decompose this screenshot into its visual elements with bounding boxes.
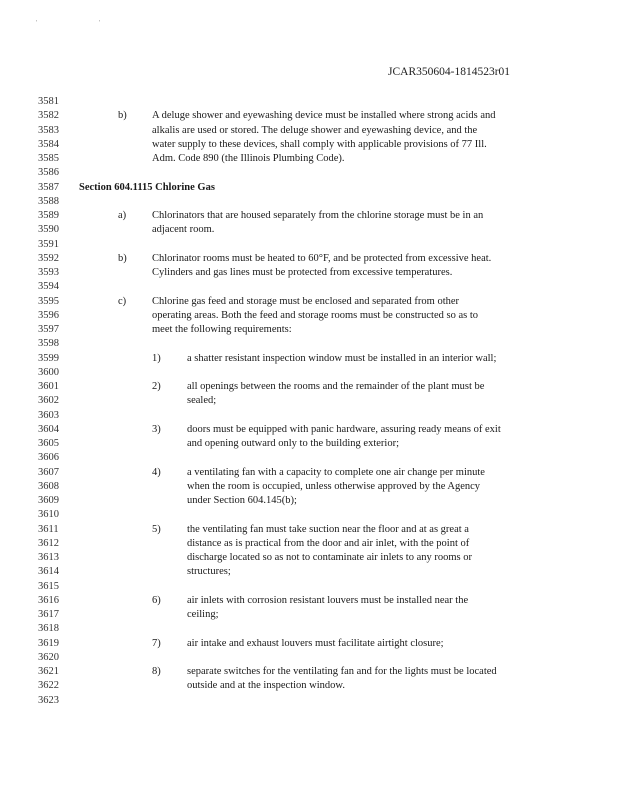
line-number: 3618 bbox=[38, 623, 59, 635]
item-text: air intake and exhaust louvers must facilitate airtight closure; bbox=[187, 637, 444, 649]
item-text: doors must be equipped with panic hardware, assuring ready means of exit bbox=[187, 423, 501, 435]
line-row bbox=[0, 622, 618, 636]
subsection-label: c) bbox=[118, 295, 127, 307]
line-number: 3590 bbox=[38, 224, 59, 236]
line-number: 3616 bbox=[38, 594, 59, 606]
line-row bbox=[0, 409, 618, 423]
item-number: 3) bbox=[152, 423, 161, 435]
line-number: 3608 bbox=[38, 480, 59, 492]
line-row bbox=[0, 109, 618, 123]
item-text: under Section 604.145(b); bbox=[187, 495, 297, 506]
line-row bbox=[0, 195, 618, 209]
document-id: JCAR350604-1814523r01 bbox=[388, 66, 511, 78]
line-number: 3599 bbox=[38, 352, 59, 364]
subsection-text: water supply to these devices, shall comply with applicable provisions of 77 Ill. bbox=[152, 138, 487, 150]
line-number: 3600 bbox=[38, 366, 59, 378]
line-row bbox=[0, 551, 618, 565]
line-row bbox=[0, 651, 618, 665]
line-row bbox=[0, 565, 618, 579]
line-row bbox=[0, 295, 618, 309]
line-number: 3617 bbox=[38, 609, 59, 620]
line-row bbox=[0, 152, 618, 166]
subsection-text: Cylinders and gas lines must be protected from excessive temperatures. bbox=[152, 267, 453, 278]
line-number: 3598 bbox=[38, 338, 59, 350]
item-text: a shatter resistant inspection window must be installed in an interior wall; bbox=[187, 352, 497, 364]
line-number: 3596 bbox=[38, 309, 59, 321]
item-text: a ventilating fan with a capacity to complete one air change per minute bbox=[187, 466, 485, 478]
scan-specks: ' ' bbox=[36, 19, 131, 27]
line-number: 3603 bbox=[38, 409, 59, 421]
line-number: 3609 bbox=[38, 495, 59, 506]
line-row bbox=[0, 466, 618, 480]
line-row bbox=[0, 380, 618, 394]
subsection-text: Chlorinators that are housed separately from the chlorine storage must be in an bbox=[152, 210, 484, 221]
line-number: 3584 bbox=[38, 138, 59, 150]
line-number: 3586 bbox=[38, 167, 59, 179]
line-row bbox=[0, 166, 618, 180]
line-number: 3592 bbox=[38, 252, 59, 264]
item-number: 1) bbox=[152, 352, 161, 364]
line-row bbox=[0, 537, 618, 551]
line-row bbox=[0, 95, 618, 109]
document-body bbox=[0, 95, 618, 708]
line-row bbox=[0, 694, 618, 708]
line-number: 3601 bbox=[38, 381, 59, 392]
line-number: 3607 bbox=[38, 466, 59, 478]
subsection-text: meet the following requirements: bbox=[152, 324, 292, 335]
line-row bbox=[0, 437, 618, 451]
section-heading: Section 604.1115 Chlorine Gas bbox=[79, 181, 215, 193]
item-text: discharge located so as not to contaminate air inlets to any rooms or bbox=[187, 552, 472, 563]
line-number: 3589 bbox=[38, 210, 59, 221]
line-number: 3582 bbox=[38, 110, 59, 122]
line-number: 3594 bbox=[38, 281, 59, 293]
line-number: 3611 bbox=[38, 523, 59, 535]
subsection-text: Chlorine gas feed and storage must be enclosed and separated from other bbox=[152, 295, 460, 307]
item-text: all openings between the rooms and the remainder of the plant must be bbox=[187, 381, 485, 392]
item-number: 2) bbox=[152, 381, 161, 392]
line-number: 3583 bbox=[38, 124, 59, 136]
line-number: 3585 bbox=[38, 153, 59, 164]
item-text: separate switches for the ventilating fan and for the lights must be located bbox=[187, 666, 497, 677]
line-number: 3620 bbox=[38, 651, 59, 663]
subsection-label: b) bbox=[118, 110, 127, 122]
line-row bbox=[0, 423, 618, 437]
line-row bbox=[0, 594, 618, 608]
line-number: 3612 bbox=[38, 537, 59, 549]
line-number: 3622 bbox=[38, 680, 59, 692]
item-number: 7) bbox=[152, 637, 161, 649]
item-text: ceiling; bbox=[187, 609, 219, 620]
line-row bbox=[0, 252, 618, 266]
line-row bbox=[0, 451, 618, 465]
line-row bbox=[0, 209, 618, 223]
line-row bbox=[0, 608, 618, 622]
line-number: 3593 bbox=[38, 267, 59, 278]
line-row bbox=[0, 366, 618, 380]
item-text: distance as is practical from the door and air inlet, with the point of bbox=[187, 537, 470, 549]
line-row bbox=[0, 665, 618, 679]
subsection-text: A deluge shower and eyewashing device must be installed where strong acids and bbox=[152, 110, 496, 122]
line-number: 3581 bbox=[38, 96, 59, 107]
line-row bbox=[0, 138, 618, 152]
line-number: 3605 bbox=[38, 438, 59, 449]
item-text: structures; bbox=[187, 566, 231, 578]
line-row bbox=[0, 352, 618, 366]
line-number: 3602 bbox=[38, 395, 59, 407]
line-row bbox=[0, 124, 618, 138]
line-number: 3621 bbox=[38, 666, 59, 677]
item-text: air inlets with corrosion resistant louvers must be installed near the bbox=[187, 594, 469, 606]
line-row bbox=[0, 679, 618, 693]
line-number: 3597 bbox=[38, 324, 59, 335]
line-number: 3623 bbox=[38, 694, 59, 706]
line-row bbox=[0, 323, 618, 337]
subsection-text: Chlorinator rooms must be heated to 60°F, and be protected from excessive heat. bbox=[152, 252, 492, 264]
line-number: 3615 bbox=[38, 580, 59, 592]
line-row bbox=[0, 637, 618, 651]
subsection-text: Adm. Code 890 (the Illinois Plumbing Code). bbox=[152, 153, 345, 164]
item-text: when the room is occupied, unless otherwise approved by the Agency bbox=[187, 480, 481, 492]
item-text: sealed; bbox=[187, 395, 217, 407]
line-row bbox=[0, 337, 618, 351]
item-number: 4) bbox=[152, 466, 161, 478]
line-row bbox=[0, 480, 618, 494]
line-row bbox=[0, 494, 618, 508]
item-number: 8) bbox=[152, 666, 161, 677]
subsection-text: operating areas. Both the feed and storage rooms must be constructed so as to bbox=[152, 309, 478, 321]
item-number: 5) bbox=[152, 523, 161, 535]
line-row bbox=[0, 394, 618, 408]
line-number: 3610 bbox=[38, 509, 59, 521]
line-number: 3619 bbox=[38, 637, 59, 649]
line-row bbox=[0, 181, 618, 195]
line-row bbox=[0, 280, 618, 294]
line-row bbox=[0, 238, 618, 252]
line-number: 3613 bbox=[38, 552, 59, 563]
item-number: 6) bbox=[152, 594, 161, 606]
item-text: the ventilating fan must take suction near the floor and at as great a bbox=[187, 523, 469, 535]
item-text: outside and at the inspection window. bbox=[187, 680, 345, 692]
line-row bbox=[0, 223, 618, 237]
subsection-text: adjacent room. bbox=[152, 224, 215, 236]
line-row bbox=[0, 309, 618, 323]
line-row bbox=[0, 580, 618, 594]
subsection-label: a) bbox=[118, 210, 127, 221]
line-number: 3614 bbox=[38, 566, 59, 578]
line-number: 3591 bbox=[38, 238, 59, 250]
line-number: 3587 bbox=[38, 181, 59, 193]
line-row bbox=[0, 266, 618, 280]
line-row bbox=[0, 508, 618, 522]
subsection-text: alkalis are used or stored. The deluge shower and eyewashing device, and the bbox=[152, 124, 478, 136]
subsection-label: b) bbox=[118, 252, 127, 264]
line-number: 3595 bbox=[38, 295, 59, 307]
line-number: 3606 bbox=[38, 452, 59, 464]
line-number: 3588 bbox=[38, 195, 59, 207]
line-row bbox=[0, 523, 618, 537]
line-number: 3604 bbox=[38, 423, 59, 435]
item-text: and opening outward only to the building exterior; bbox=[187, 438, 399, 449]
